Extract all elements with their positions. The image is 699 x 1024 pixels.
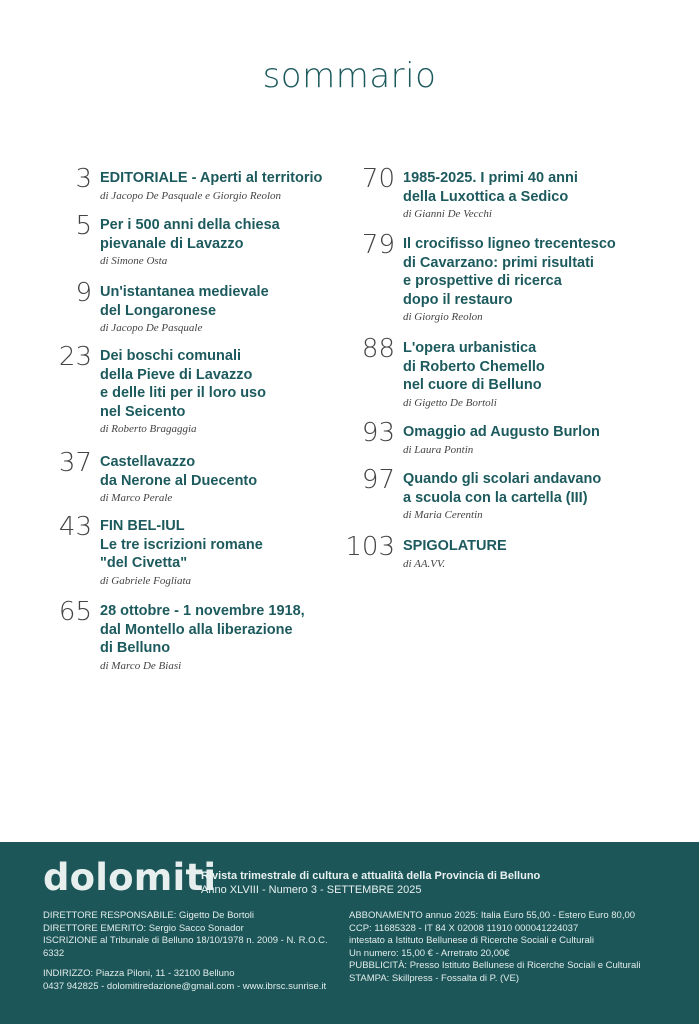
masthead-tagline: [201, 869, 540, 897]
toc-page-number: 43: [58, 512, 92, 542]
toc-author: di Simone Osta: [100, 255, 168, 267]
footer-line: CCP: 11685328 - IT 84 X 02008 11910 000041224037: [349, 922, 579, 934]
toc-title: Castellavazzo da Nerone al Duecento: [100, 454, 258, 489]
toc-entry[interactable]: [75, 278, 400, 334]
toc-entry[interactable]: [345, 532, 699, 570]
toc-page-number: 3: [75, 164, 92, 194]
toc-title: L'opera urbanistica di Roberto Chemello nel cuore di Belluno: [403, 340, 545, 393]
toc-author: di Gabriele Fogliata: [100, 574, 192, 587]
toc-page-number: 88: [361, 334, 395, 364]
footer-line: INDIRIZZO: Piazza Piloni, 11 - 32100 Belluno: [43, 968, 235, 979]
footer-line: STAMPA: Skillpress - Fossalta di P. (VE): [349, 972, 519, 984]
toc-title: FIN BEL-IUL Le tre iscrizioni romane "del Civetta": [100, 518, 263, 571]
footer-subscription: [349, 910, 669, 985]
footer-line: ISCRIZIONE al Tribunale di Belluno 18/10/1978 n. 2009 - N. R.O.C. 6332: [43, 935, 328, 959]
toc-page-number: 97: [361, 465, 395, 495]
masthead-footer: [0, 842, 699, 1024]
toc-title: Il crocifisso ligneo trecentesco di Cavarzano: primi risultati e prospettive di ricerca dopo il restauro: [403, 236, 616, 308]
toc-entry[interactable]: [58, 448, 400, 504]
toc-author: di Maria Cerentin: [403, 509, 483, 521]
dolomiti-logo: dolomiti: [43, 856, 217, 899]
toc-author: di Giorgio Reolon: [403, 311, 483, 323]
tagline-description: Rivista trimestrale di cultura e attualità della Provincia di Belluno: [201, 870, 541, 882]
toc-entry[interactable]: [361, 465, 699, 521]
toc-page-number: 9: [75, 278, 92, 308]
toc-author: di AA.VV.: [403, 557, 446, 570]
toc-entry[interactable]: [361, 418, 699, 456]
toc-page-number: 93: [361, 418, 395, 448]
toc-author: di Gigetto De Bortoli: [403, 396, 497, 409]
toc-author: di Jacopo De Pasquale: [100, 322, 203, 334]
toc-entry[interactable]: [75, 164, 400, 202]
toc-entry[interactable]: [361, 334, 699, 409]
toc-title: Omaggio ad Augusto Burlon: [403, 424, 600, 440]
page-title: sommario: [262, 56, 437, 96]
toc-author: di Gianni De Vecchi: [403, 208, 492, 220]
toc-page-number: 37: [58, 448, 92, 478]
toc-page-number: 103: [345, 532, 395, 562]
toc-page-number: 23: [58, 342, 92, 372]
footer-line: ABBONAMENTO annuo 2025: Italia Euro 55,00 - Estero Euro 80,00: [349, 910, 636, 921]
issue-info: Anno XLVIII - Numero 3 - SETTEMBRE 2025: [201, 884, 422, 896]
toc-page-number: 65: [58, 597, 92, 627]
toc-entry[interactable]: [75, 211, 400, 267]
toc-title: Dei boschi comunali della Pieve di Lavazzo e delle liti per il loro uso nel Seicento: [100, 348, 266, 420]
footer-line: DIRETTORE RESPONSABILE: Gigetto De Bortoli: [43, 910, 255, 921]
footer-line: DIRETTORE EMERITO: Sergio Sacco Sonador: [43, 922, 244, 934]
footer-credits: [43, 910, 343, 993]
footer-line: Un numero: 15,00 € - Arretrato 20,00€: [349, 947, 510, 959]
toc-author: di Jacopo De Pasquale e Giorgio Reolon: [100, 189, 282, 202]
toc-title: 28 ottobre - 1 novembre 1918, dal Montello alla liberazione di Belluno: [100, 603, 305, 656]
toc-page-number: 70: [361, 164, 395, 194]
toc-title: Per i 500 anni della chiesa pievanale di Lavazzo: [100, 217, 280, 252]
toc-title: Quando gli scolari andavano a scuola con la cartella (III): [403, 471, 602, 506]
toc-title: EDITORIALE - Aperti al territorio: [100, 170, 323, 186]
toc-title: SPIGOLATURE: [403, 538, 507, 554]
toc-entry[interactable]: [58, 597, 400, 672]
footer-line: PUBBLICITÀ: Presso Istituto Bellunese di Ricerche Sociali e Culturali: [349, 960, 641, 971]
toc-entry[interactable]: [361, 230, 699, 323]
toc-page-number: 5: [75, 211, 92, 241]
toc-entry[interactable]: [58, 342, 400, 435]
toc-author: di Marco De Biasi: [100, 659, 182, 672]
toc-title: Un'istantanea medievale del Longaronese: [100, 284, 269, 319]
footer-line: intestato a Istituto Bellunese di Ricerche Sociali e Culturali: [349, 935, 595, 946]
toc-author: di Laura Pontin: [403, 443, 474, 456]
footer-contact-line[interactable]: 0437 942825 - dolomitiredazione@gmail.com - www.ibrsc.sunrise.it: [43, 980, 327, 992]
toc-title: 1985-2025. I primi 40 anni della Luxottica a Sedico: [403, 170, 578, 205]
toc-page-number: 79: [361, 230, 395, 260]
toc-author: di Marco Perale: [100, 492, 173, 504]
toc-author: di Roberto Bragaggia: [100, 423, 197, 435]
toc-entry[interactable]: [361, 164, 699, 220]
